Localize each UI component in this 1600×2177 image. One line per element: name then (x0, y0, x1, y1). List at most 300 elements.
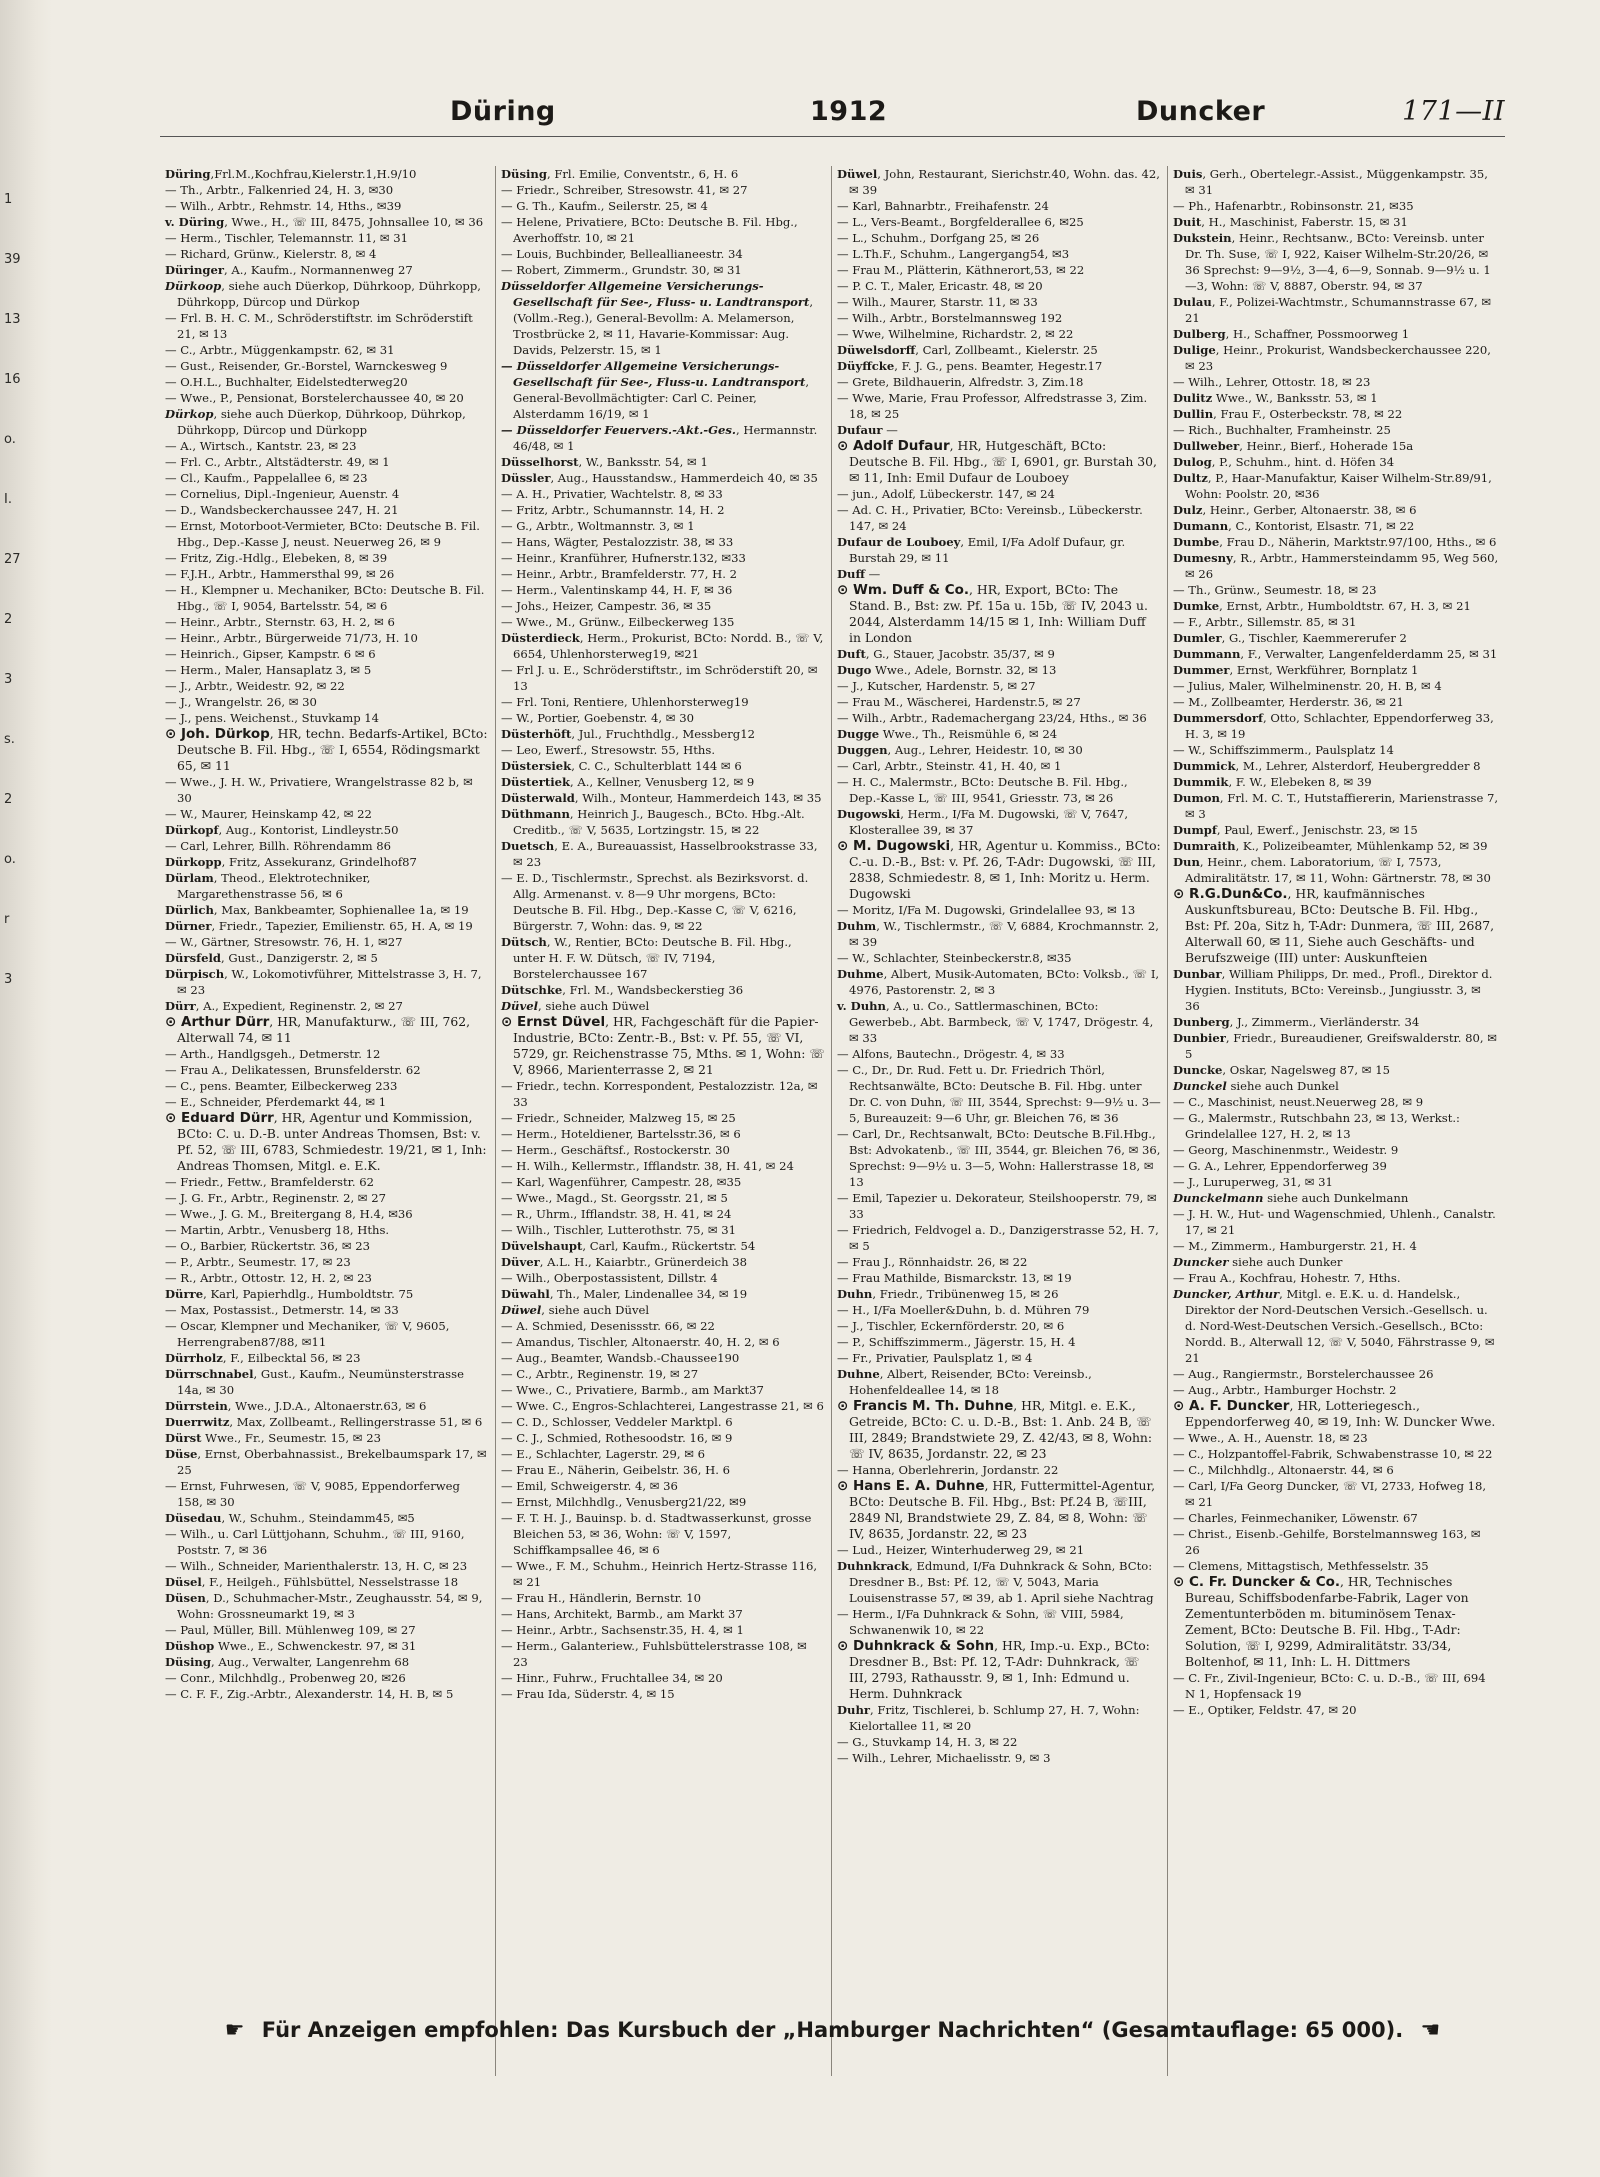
entry-name: Düwahl (501, 1287, 550, 1301)
directory-entry (165, 166, 489, 182)
directory-entry (501, 1622, 825, 1638)
directory-entry (165, 454, 489, 470)
directory-entry (501, 790, 825, 806)
entry-details: — L., Schuhm., Dorfgang 25, ✉ 26 (837, 231, 1040, 245)
entry-details: — Frau A., Kochfrau, Hohestr. 7, Hths. (1173, 1271, 1401, 1285)
directory-entry (837, 918, 1161, 950)
entry-details: , K., Polizeibeamter, Mühlenkamp 52, ✉ 39 (1235, 839, 1488, 853)
directory-entry (1173, 1526, 1499, 1558)
directory-entry (165, 198, 489, 214)
directory-entry (501, 518, 825, 534)
directory-entry (1173, 342, 1499, 374)
directory-entry (1173, 822, 1499, 838)
directory-entry (837, 566, 1161, 582)
directory-entry (165, 1398, 489, 1414)
directory-entry (837, 422, 1161, 438)
entry-name: Dufaur de Louboey (837, 535, 961, 549)
pointing-hand-left-icon: ☚ (1420, 2018, 1441, 2043)
directory-entry (501, 1302, 825, 1318)
directory-entry (837, 230, 1161, 246)
entry-name: Dummick (1173, 759, 1236, 773)
directory-entry (1173, 390, 1499, 406)
entry-name: Dürpisch (165, 967, 225, 981)
entry-name: Duhn (837, 1287, 873, 1301)
entry-details: , HR, Manufakturw., ☏ III, 762, Alterwall 74, ✉ 11 (177, 1014, 471, 1045)
directory-entry (165, 854, 489, 870)
entry-details: , Heinr., Prokurist, Wandsbeckerchaussee 220, ✉ 23 (1185, 343, 1491, 373)
entry-details: — Clemens, Mittagstisch, Methfesselstr. 35 (1173, 1559, 1429, 1573)
directory-entry (837, 1254, 1161, 1270)
entry-name: Dürrschnabel (165, 1367, 254, 1381)
directory-entry (501, 1558, 825, 1590)
directory-columns (160, 166, 1505, 2076)
directory-entry (165, 470, 489, 486)
directory-entry (837, 438, 1161, 486)
entry-details: — Wwe., P., Pensionat, Borstelerchaussee 40, ✉ 20 (165, 391, 464, 405)
entry-details: , Mitgl. e. E.K. u. d. Handelsk., Direktor der Nord-Deutschen Versich.-Gesellsch. u. d. Nord-West-Deutschen Versich.-Gesellsch., BCto: Nordd. B., Alterwall 12, ☏ V, 5040, Fährstrasse 9, ✉ 21 (1185, 1287, 1495, 1365)
entry-details: — Frau Mathilde, Bismarckstr. 13, ✉ 19 (837, 1271, 1072, 1285)
entry-details: — Hanna, Oberlehrerin, Jordanstr. 22 (837, 1463, 1059, 1477)
entry-details: , G., Tischler, Kaemmererufer 2 (1221, 631, 1407, 645)
directory-entry (1173, 838, 1499, 854)
directory-entry (165, 1414, 489, 1430)
entry-details: — A. H., Privatier, Wachtelstr. 8, ✉ 33 (501, 487, 723, 501)
directory-entry (501, 486, 825, 502)
entry-details: — Wilh., Schneider, Marienthalerstr. 13, H. C, ✉ 23 (165, 1559, 468, 1573)
entry-name: Dunckelmann (1173, 1191, 1264, 1205)
entry-details: — Frl. C., Arbtr., Altstädterstr. 49, ✉ 1 (165, 455, 390, 469)
entry-name: Duhme (837, 967, 884, 981)
directory-entry (837, 966, 1161, 998)
directory-entry (165, 246, 489, 262)
directory-entry (165, 1094, 489, 1110)
directory-entry (501, 1126, 825, 1142)
directory-entry (501, 758, 825, 774)
entry-name: Duit (1173, 215, 1202, 229)
directory-entry (165, 1110, 489, 1174)
directory-entry (1173, 1062, 1499, 1078)
margin-fragment: r (4, 912, 10, 927)
entry-details: , Emil, I/Fa Adolf Dufaur, gr. Burstah 29, ✉ 11 (849, 535, 1126, 565)
directory-entry (837, 326, 1161, 342)
directory-entry (837, 1606, 1161, 1638)
entry-details: , HR, Hutgeschäft, BCto: Deutsche B. Fil. Hbg., ☏ I, 6901, gr. Burstah 30, ✉ 11, Inh: Emil Dufaur de Louboey (849, 438, 1157, 485)
entry-details: — Wwe., Magd., St. Georgsstr. 21, ✉ 5 (501, 1191, 728, 1205)
directory-entry (501, 1206, 825, 1222)
entry-details: , General-Bevollmächtigter: Carl C. Peiner, Alsterdamm 16/19, ✉ 1 (513, 375, 810, 421)
directory-entry (165, 1046, 489, 1062)
entry-details: , HR, Imp.-u. Exp., BCto: Dresdner B., Bst: Pf. 12, T-Adr: Duhnkrack, ☏ III, 2793, Rathausstr. 9, ✉ 1, Inh: Edmund u. Herm. Duhnkrack (849, 1638, 1150, 1701)
entry-name: Düver (501, 1255, 540, 1269)
directory-entry (165, 1350, 489, 1366)
entry-details: — Wilh., Arbtr., Borstelmannsweg 192 (837, 311, 1063, 325)
entry-details: — Wilh., Tischler, Lutterothstr. 75, ✉ 31 (501, 1223, 737, 1237)
entry-details: , W., Tischlermstr., ☏ V, 6884, Krochmannstr. 2, ✉ 39 (849, 919, 1159, 949)
entry-details: — Fritz, Arbtr., Schumannstr. 14, H. 2 (501, 503, 725, 517)
directory-entry (165, 1446, 489, 1478)
directory-entry (165, 1686, 489, 1702)
directory-entry (165, 566, 489, 582)
directory-entry (1173, 1398, 1499, 1430)
directory-entry (501, 982, 825, 998)
entry-details: , W., Schuhm., Steindamm45, ✉5 (221, 1511, 415, 1525)
margin-fragment: 2 (4, 792, 13, 807)
directory-entry (501, 454, 825, 470)
directory-entry (165, 262, 489, 278)
entry-details: , Theod., Elektrotechniker, Margarethenstrasse 56, ✉ 6 (177, 871, 371, 901)
column-2 (496, 166, 832, 2076)
entry-details: , Fritz, Tischlerei, b. Schlump 27, H. 7, Wohn: Kielortallee 11, ✉ 20 (849, 1703, 1140, 1733)
entry-name: Dürst (165, 1431, 202, 1445)
entry-details: — F. T. H. J., Bauinsp. b. d. Stadtwasserkunst, grosse Bleichen 53, ✉ 36, Wohn: ☏ V, 1597, Schiffkampsallee 46, ✉ 6 (501, 1511, 812, 1557)
directory-entry (165, 1062, 489, 1078)
entry-name: Dumbe (1173, 535, 1220, 549)
entry-name: Düsterdieck (501, 631, 580, 645)
entry-details: , Gust., Kaufm., Neumünsterstrasse 14a, ✉ 30 (177, 1367, 464, 1397)
entry-name: Duncker (1173, 1255, 1229, 1269)
directory-entry (501, 182, 825, 198)
entry-details: , A.L. H., Kaiarbtr., Grünerdeich 38 (539, 1255, 748, 1269)
entry-name: Düse (165, 1447, 198, 1461)
directory-entry (165, 710, 489, 726)
entry-name: Dumraith (1173, 839, 1236, 853)
entry-name: Dürkop (165, 407, 214, 421)
directory-entry (501, 806, 825, 838)
entry-details: , W., Lokomotivführer, Mittelstrasse 3, H. 7, ✉ 23 (177, 967, 482, 997)
directory-entry (501, 214, 825, 246)
entry-details: , siehe auch Düerkop, Dührkoop, Dührkopp, Dührkopp, Dürcop und Dürkop (177, 279, 481, 309)
entry-details: — Frau A., Delikatessen, Brunsfelderstr. 62 (165, 1063, 421, 1077)
entry-name: Duis (1173, 167, 1203, 181)
entry-details: — E. D., Tischlermstr., Sprechst. als Bezirksvorst. d. Allg. Armenanst. v. 8—9 Uhr morgens, BCto: Deutsche B. Fil. Hbg., Dep.-Kasse C, ☏ V, 6216, Bürgerstr. 7, Wohn: das. 9, ✉ 22 (501, 871, 809, 933)
entry-details: , HR, techn. Bedarfs-Artikel, BCto: Deutsche B. Fil. Hbg., ☏ I, 6554, Rödingsmarkt 65, ✉ 11 (177, 726, 488, 773)
previous-page-margin (4, 170, 24, 1010)
directory-entry (837, 390, 1161, 422)
directory-entry (501, 1462, 825, 1478)
directory-entry (165, 950, 489, 966)
directory-entry (1173, 1206, 1499, 1238)
entry-details: — Carl, Arbtr., Steinstr. 41, H. 40, ✉ 1 (837, 759, 1062, 773)
entry-details: — Wwe., C., Privatiere, Barmb., am Markt37 (501, 1383, 764, 1397)
entry-details: — C., Dr., Dr. Rud. Fett u. Dr. Friedrich Thörl, Rechtsanwälte, BCto: Deutsche B. Fil. Hbg. unter Dr. C. von Duhn, ☏ III, 3544, Sprechst: 9—9½ u. 3—5, Bureauzeit: 9—6 Uhr, gr. Bleichen 76, ✉ 36 (837, 1063, 1161, 1125)
entry-details: , (Vollm.-Reg.), General-Bevollm: A. Melamerson, Trostbrücke 2, ✉ 11, Havarie-Kommissar: Aug. Davids, Pelzerstr. 15, ✉ 1 (513, 295, 814, 357)
entry-details: , F. J. G., pens. Beamter, Hegestr.17 (894, 359, 1103, 373)
entry-details: , siehe auch Düvel (541, 1303, 650, 1317)
directory-entry (165, 918, 489, 934)
entry-details: , siehe auch Düerkop, Dührkoop, Dührkop, Dührkopp, Dürcop und Dürkopp (177, 407, 466, 437)
directory-entry (165, 614, 489, 630)
entry-name: Dürkopf (165, 823, 219, 837)
entry-details: , Th., Maler, Lindenallee 34, ✉ 19 (549, 1287, 748, 1301)
entry-details: , Friedr., Tribünenweg 15, ✉ 26 (872, 1287, 1059, 1301)
entry-details: , Heinr., Bierf., Hoherade 15a (1239, 439, 1414, 453)
entry-name: Duncker, Arthur (1173, 1287, 1280, 1301)
entry-details: — P., Arbtr., Seumestr. 17, ✉ 23 (165, 1255, 351, 1269)
entry-details: — Frl. Toni, Rentiere, Uhlenhorsterweg19 (501, 695, 749, 709)
entry-details: — L., Vers-Beamt., Borgfelderallee 6, ✉25 (837, 215, 1084, 229)
margin-fragment: s. (4, 732, 15, 747)
directory-entry (165, 726, 489, 774)
entry-name: Dunbier (1173, 1031, 1226, 1045)
entry-details: — Fr., Privatier, Paulsplatz 1, ✉ 4 (837, 1351, 1033, 1365)
entry-details: — Christ., Eisenb.-Gehilfe, Borstelmannsweg 163, ✉ 26 (1173, 1527, 1481, 1557)
entry-details: — F.J.H., Arbtr., Hammersthal 99, ✉ 26 (165, 567, 395, 581)
directory-entry (501, 422, 825, 454)
entry-details: — Amandus, Tischler, Altonaerstr. 40, H. 2, ✉ 6 (501, 1335, 780, 1349)
entry-name: ⊙ Duhnkrack & Sohn (837, 1638, 995, 1654)
directory-entry (501, 662, 825, 694)
directory-entry (501, 1110, 825, 1126)
directory-entry (501, 246, 825, 262)
entry-name: Dufaur (837, 423, 883, 437)
entry-details: — Hans, Wägter, Pestalozzistr. 38, ✉ 33 (501, 535, 734, 549)
directory-entry (165, 1526, 489, 1558)
entry-details: , Albert, Musik-Automaten, BCto: Volksb., ☏ I, 4976, Pastorenstr. 2, ✉ 3 (849, 967, 1160, 997)
directory-entry (165, 1174, 489, 1190)
entry-name: ⊙ Adolf Dufaur (837, 438, 950, 454)
entry-details: — J., Kutscher, Hardenstr. 5, ✉ 27 (837, 679, 1036, 693)
directory-entry (501, 1382, 825, 1398)
directory-entry (837, 774, 1161, 806)
entry-details: — W., Schiffszimmerm., Paulsplatz 14 (1173, 743, 1394, 757)
entry-name: Dürkoop (165, 279, 222, 293)
entry-details: — Charles, Feinmechaniker, Löwenstr. 67 (1173, 1511, 1418, 1525)
entry-details: — Wilh., Lehrer, Ottostr. 18, ✉ 23 (1173, 375, 1371, 389)
entry-name: Dürkopp (165, 855, 222, 869)
directory-entry (501, 1286, 825, 1302)
entry-name: Dürr (165, 999, 196, 1013)
entry-details: , F. W., Elebeken 8, ✉ 39 (1228, 775, 1372, 789)
entry-name: Duerrwitz (165, 1415, 230, 1429)
directory-entry (1173, 678, 1499, 694)
directory-entry (501, 1334, 825, 1350)
directory-entry (837, 1350, 1161, 1366)
directory-entry (165, 1558, 489, 1574)
entry-details: — G. A., Lehrer, Eppendorferweg 39 (1173, 1159, 1387, 1173)
directory-entry (165, 1222, 489, 1238)
directory-entry (165, 1318, 489, 1350)
entry-name: Dulog (1173, 455, 1212, 469)
directory-entry (837, 486, 1161, 502)
directory-entry (837, 310, 1161, 326)
directory-entry (501, 1638, 825, 1670)
entry-name: Dugowski (837, 807, 901, 821)
margin-fragment: 39 (4, 252, 21, 267)
entry-details: — Frau M., Wäscherei, Hardenstr.5, ✉ 27 (837, 695, 1081, 709)
pointing-hand-right-icon: ☛ (224, 2018, 245, 2043)
entry-details: — Wwe., F. M., Schuhm., Heinrich Hertz-Strasse 116, ✉ 21 (501, 1559, 818, 1589)
footer-text: Für Anzeigen empfohlen: Das Kursbuch der „Hamburger Nachrichten“ (Gesamtauflage: 65 000). (261, 2018, 1404, 2042)
directory-entry (165, 1478, 489, 1510)
directory-entry (1173, 1190, 1499, 1206)
directory-entry (1173, 886, 1499, 966)
directory-entry (165, 518, 489, 550)
entry-name: Dulau (1173, 295, 1212, 309)
entry-details: , Wwe., J.D.A., Altonaerstr.63, ✉ 6 (227, 1399, 427, 1413)
directory-entry (1173, 550, 1499, 582)
directory-entry (837, 998, 1161, 1046)
entry-name: Duft (837, 647, 866, 661)
directory-entry (501, 470, 825, 486)
directory-entry (1173, 1382, 1499, 1398)
entry-details: , HR, Fachgeschäft für die Papier-Industrie, BCto: Zentr.-B., Bst: v. Pf. 55, ☏ VI, 5729, gr. Reichenstrasse 75, Mths. ✉ 1, Wohn: ☏ V, 8966, Marienterrasse 2, ✉ 21 (513, 1014, 825, 1077)
directory-entry (1173, 694, 1499, 710)
entry-details: — Th., Grünw., Seumestr. 18, ✉ 23 (1173, 583, 1377, 597)
entry-details: — P. C. T., Maler, Ericastr. 48, ✉ 20 (837, 279, 1043, 293)
column-4 (1168, 166, 1505, 2076)
entry-details: Wwe., Fr., Seumestr. 15, ✉ 23 (201, 1431, 381, 1445)
entry-name: ⊙ Wm. Duff & Co. (837, 582, 970, 598)
directory-entry (1173, 854, 1499, 886)
entry-details: — Emil, Schweigerstr. 4, ✉ 36 (501, 1479, 678, 1493)
directory-entry (837, 1334, 1161, 1350)
entry-details: , Gust., Danzigerstr. 2, ✉ 5 (221, 951, 378, 965)
directory-entry (837, 1398, 1161, 1462)
directory-entry (165, 358, 489, 374)
entry-details: , F., Heilgeh., Fühlsbüttel, Nesselstrasse 18 (201, 1575, 459, 1589)
directory-entry (1173, 966, 1499, 1014)
entry-details: , F., Polizei-Wachtmstr., Schumannstrasse 67, ✉ 21 (1185, 295, 1492, 325)
directory-entry (1173, 1094, 1499, 1110)
directory-entry (837, 1558, 1161, 1606)
directory-entry (501, 1398, 825, 1414)
entry-details: — Aug., Arbtr., Hamburger Hochstr. 2 (1173, 1383, 1397, 1397)
directory-entry (837, 1222, 1161, 1254)
entry-details: — C., pens. Beamter, Eilbeckerweg 233 (165, 1079, 398, 1093)
directory-entry (837, 742, 1161, 758)
directory-entry (1173, 710, 1499, 742)
directory-entry (501, 1446, 825, 1462)
entry-details: — Georg, Maschinenmstr., Weidestr. 9 (1173, 1143, 1399, 1157)
entry-name: Dürrholz (165, 1351, 223, 1365)
directory-entry (165, 662, 489, 678)
entry-details: — W., Gärtner, Stresowstr. 76, H. 1, ✉27 (165, 935, 403, 949)
entry-details: , Herm., Prokurist, BCto: Nordd. B., ☏ V, 6654, Uhlenhorsterweg19, ✉21 (513, 631, 824, 661)
directory-entry (837, 1190, 1161, 1222)
entry-details: — Grete, Bildhauerin, Alfredstr. 3, Zim.18 (837, 375, 1084, 389)
entry-details: , Frl. M. C. T., Hutstaffiererin, Marienstrasse 7, ✉ 3 (1185, 791, 1499, 821)
entry-details: , H., Schaffner, Possmoorweg 1 (1225, 327, 1410, 341)
directory-entry (1173, 230, 1499, 294)
directory-entry (501, 1686, 825, 1702)
entry-details: , Ernst, Oberbahnassist., Brekelbaumspark 17, ✉ 25 (177, 1447, 487, 1477)
directory-entry (165, 1270, 489, 1286)
entry-details: — jun., Adolf, Lübeckerstr. 147, ✉ 24 (837, 487, 1055, 501)
directory-entry (501, 1014, 825, 1078)
directory-entry (165, 678, 489, 694)
directory-entry (501, 278, 825, 358)
directory-entry (1173, 790, 1499, 822)
entry-details: — Herm., Tischler, Telemannstr. 11, ✉ 31 (165, 231, 409, 245)
directory-entry (837, 342, 1161, 358)
entry-details: — C., Arbtr., Müggenkampstr. 62, ✉ 31 (165, 343, 395, 357)
directory-entry (837, 1062, 1161, 1126)
entry-details: , Friedr., Tapezier, Emilienstr. 65, H. A, ✉ 19 (211, 919, 473, 933)
entry-details: — C., Arbtr., Reginenstr. 19, ✉ 27 (501, 1367, 699, 1381)
entry-name: Dullweber (1173, 439, 1240, 453)
directory-entry (165, 774, 489, 806)
entry-name: ⊙ C. Fr. Duncker & Co. (1173, 1574, 1341, 1590)
entry-details: , Ernst, Arbtr., Humboldtstr. 67, H. 3, ✉ 21 (1219, 599, 1471, 613)
entry-details: , W., Rentier, BCto: Deutsche B. Fil. Hbg., unter H. F. W. Dütsch, ☏ IV, 7194, Borstelerchaussee 167 (513, 935, 792, 981)
directory-entry (501, 534, 825, 550)
entry-name: Dürrstein (165, 1399, 228, 1413)
directory-entry (501, 774, 825, 790)
entry-details: — Ernst, Milchhdlg., Venusberg21/22, ✉9 (501, 1495, 747, 1509)
directory-entry (1173, 1286, 1499, 1366)
entry-details: , Friedr., Bureaudiener, Greifswalderstr. 80, ✉ 5 (1185, 1031, 1497, 1061)
directory-entry (837, 214, 1161, 230)
entry-details: , Frl. M., Wandsbeckerstieg 36 (562, 983, 744, 997)
directory-entry (1173, 198, 1499, 214)
entry-details: — O., Barbier, Rückertstr. 36, ✉ 23 (165, 1239, 371, 1253)
entry-details: — Carl, Lehrer, Billh. Röhrendamm 86 (165, 839, 392, 853)
entry-details: , A., Expedient, Reginenstr. 2, ✉ 27 (195, 999, 403, 1013)
entry-name: Düsedau (165, 1511, 222, 1525)
entry-details: — F., Arbtr., Sillemstr. 85, ✉ 31 (1173, 615, 1357, 629)
directory-entry (1173, 1014, 1499, 1030)
directory-entry (837, 694, 1161, 710)
directory-entry (165, 1654, 489, 1670)
directory-entry (165, 806, 489, 822)
directory-entry (837, 502, 1161, 534)
right-headword: Duncker (1136, 96, 1266, 127)
entry-details: , F., Eilbecktal 56, ✉ 23 (222, 1351, 361, 1365)
entry-name: Duhr (837, 1703, 871, 1717)
directory-entry (1173, 1254, 1499, 1270)
directory-entry (837, 1270, 1161, 1286)
page-header (160, 86, 1505, 137)
entry-details: — W., Portier, Goebenstr. 4, ✉ 30 (501, 711, 694, 725)
directory-entry (501, 550, 825, 566)
entry-details: , A., Kaufm., Normannenweg 27 (224, 263, 413, 277)
entry-name: Düthmann (501, 807, 570, 821)
directory-entry (501, 630, 825, 662)
entry-details: siehe auch Dunkel (1226, 1079, 1339, 1093)
entry-name: Düsel (165, 1575, 202, 1589)
directory-entry (165, 1430, 489, 1446)
directory-entry (1173, 774, 1499, 790)
entry-name: Dukstein (1173, 231, 1232, 245)
directory-entry (501, 838, 825, 870)
entry-details: , Hermannstr. 46/48, ✉ 1 (513, 423, 818, 453)
directory-entry (1173, 1670, 1499, 1702)
entry-details: — Friedr., Schreiber, Stresowstr. 41, ✉ 27 (501, 183, 748, 197)
directory-entry (1173, 1142, 1499, 1158)
directory-entry (837, 1462, 1161, 1478)
directory-entry (501, 1318, 825, 1334)
entry-details: — Th., Arbtr., Falkenried 24, H. 3, ✉30 (165, 183, 394, 197)
entry-details: , Aug., Verwalter, Langenrehm 68 (210, 1655, 410, 1669)
directory-entry (837, 950, 1161, 966)
entry-details: , P., Schuhm., hint. d. Höfen 34 (1211, 455, 1395, 469)
directory-entry (1173, 502, 1499, 518)
directory-entry (837, 1318, 1161, 1334)
entry-name: ⊙ R.G.Dun&Co. (1173, 886, 1288, 902)
entry-details: — Heinr., Arbtr., Sternstr. 63, H. 2, ✉ 6 (165, 615, 395, 629)
directory-entry (165, 822, 489, 838)
entry-details: , Jul., Fruchthdlg., Messberg12 (571, 727, 755, 741)
entry-details: — Friedr., techn. Korrespondent, Pestalozzistr. 12a, ✉ 33 (501, 1079, 818, 1109)
entry-details: , Carl, Zollbeamt., Kielerstr. 25 (915, 343, 1098, 357)
entry-details: — Wilh., Arbtr., Rademachergang 23/24, Hths., ✉ 36 (837, 711, 1147, 725)
margin-fragment: 1 (4, 192, 13, 207)
entry-details: — Ernst, Fuhrwesen, ☏ V, 9085, Eppendorferweg 158, ✉ 30 (165, 1479, 460, 1509)
directory-entry (1173, 646, 1499, 662)
directory-entry (1173, 614, 1499, 630)
directory-entry (501, 1414, 825, 1430)
directory-entry (501, 998, 825, 1014)
